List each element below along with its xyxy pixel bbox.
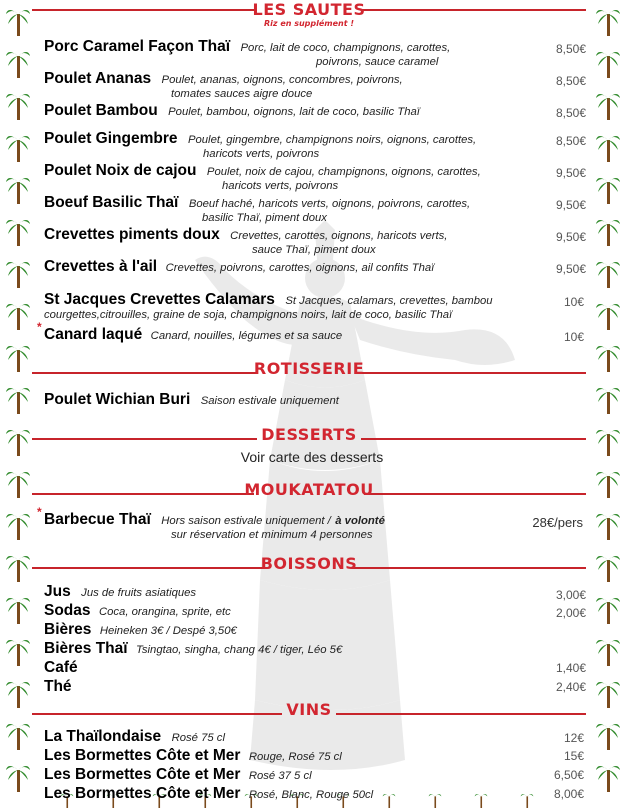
- palm-tree-icon: [6, 86, 30, 120]
- item-price: 10€: [563, 295, 584, 309]
- menu-item: [44, 621, 586, 639]
- item-desc-line2: sauce Thaï, piment doux: [252, 244, 376, 256]
- palm-tree-icon: [6, 590, 30, 624]
- section-moukatatou-header: [32, 480, 586, 504]
- palm-tree-icon: [6, 506, 30, 540]
- palm-tree-icon: [596, 716, 620, 750]
- section-boissons-header: [32, 554, 586, 578]
- palm-tree-icon: [6, 548, 30, 582]
- palm-tree-icon: [6, 170, 30, 204]
- menu-item: [44, 583, 586, 601]
- right-palm-border: [596, 0, 622, 808]
- item-price: 8,50€: [555, 106, 586, 120]
- item-name: Sodas: [44, 602, 91, 619]
- palm-tree-icon: [596, 170, 620, 204]
- item-desc: St Jacques, calamars, crevettes, bambou: [285, 295, 493, 307]
- item-name: Café: [44, 659, 78, 676]
- menu-item: [44, 130, 586, 160]
- item-desc-line2: tomates sauces aigre douce: [171, 88, 313, 100]
- palm-tree-icon: [6, 296, 30, 330]
- item-desc-line2: poivrons, sauce caramel: [316, 56, 439, 68]
- menu-item: [44, 659, 586, 677]
- menu-item: [44, 728, 586, 746]
- menu-item: [44, 162, 586, 192]
- item-desc: Tsingtao, singha, chang 4€ / tiger, Léo 5€: [136, 644, 343, 656]
- item-name: Bières: [44, 621, 92, 638]
- section-title: MOUKATATOU: [244, 480, 374, 499]
- section-title: VINS: [286, 700, 332, 719]
- item-price: 12€: [563, 731, 584, 745]
- item-price: 9,50€: [555, 262, 586, 276]
- item-name: Bières Thaï: [44, 640, 128, 657]
- desserts-note: Voir carte des desserts: [240, 449, 384, 465]
- menu-item: [44, 226, 586, 256]
- item-desc: Canard, nouilles, légumes et sa sauce: [150, 330, 343, 342]
- palm-tree-icon: [6, 2, 30, 36]
- menu-item: [44, 511, 586, 541]
- item-name: Poulet Noix de cajou: [44, 162, 197, 179]
- section-vins-header: [32, 700, 586, 724]
- item-desc: Poulet, bambou, oignons, lait de coco, basilic Thaï: [168, 106, 420, 118]
- item-name: Crevettes piments doux: [44, 226, 220, 243]
- item-desc: Poulet, gingembre, champignons noirs, oignons, carottes,: [187, 134, 477, 146]
- menu-item: [44, 678, 586, 696]
- palm-tree-icon: [6, 674, 30, 708]
- item-name: Canard laqué: [44, 326, 143, 343]
- item-desc: Rosé 37 5 cl: [248, 770, 312, 782]
- menu-item: [44, 326, 586, 344]
- section-title: LES SAUTES: [252, 0, 366, 19]
- item-name: Poulet Gingembre: [44, 130, 178, 147]
- item-price: 6,50€: [553, 768, 584, 782]
- palm-tree-icon: [596, 254, 620, 288]
- palm-tree-icon: [6, 338, 30, 372]
- item-price: 8,50€: [555, 74, 586, 88]
- palm-tree-icon: [6, 716, 30, 750]
- item-name: Crevettes à l'ail: [44, 258, 158, 275]
- palm-tree-icon: [596, 758, 620, 792]
- item-desc: Poulet, noix de cajou, champignons, oignons, carottes,: [206, 166, 481, 178]
- item-name: Poulet Bambou: [44, 102, 158, 119]
- item-desc: Porc, lait de coco, champignons, carottes,: [240, 42, 451, 54]
- item-price: 15€: [563, 749, 584, 763]
- item-price: 8,50€: [555, 42, 586, 56]
- item-desc: Hors saison estivale uniquement /: [161, 515, 331, 527]
- palm-tree-icon: [596, 464, 620, 498]
- palm-tree-icon: [6, 464, 30, 498]
- palm-tree-icon: [596, 296, 620, 330]
- menu-item: [44, 766, 586, 784]
- menu-item: [44, 38, 586, 68]
- item-desc-line2: haricots verts, poivrons: [222, 180, 339, 192]
- palm-tree-icon: [596, 338, 620, 372]
- palm-tree-icon: [6, 44, 30, 78]
- palm-tree-icon: [596, 506, 620, 540]
- menu-item: [44, 747, 586, 765]
- palm-tree-icon: [596, 674, 620, 708]
- palm-tree-icon: [596, 212, 620, 246]
- item-desc: Jus de fruits asiatiques: [81, 587, 197, 599]
- menu-item: [44, 640, 586, 658]
- palm-tree-icon: [596, 548, 620, 582]
- item-name: Thé: [44, 678, 72, 695]
- palm-tree-icon: [6, 254, 30, 288]
- item-name: La Thaïlondaise: [44, 728, 162, 745]
- item-desc-line2: haricots verts, poivrons: [203, 148, 320, 160]
- item-name: Poulet Wichian Buri: [44, 391, 191, 408]
- item-desc: Rosé 75 cl: [171, 732, 225, 744]
- palm-tree-icon: [596, 44, 620, 78]
- item-desc-line2: sur réservation et minimum 4 personnes: [171, 529, 373, 541]
- item-desc-line2: courgettes,citrouilles, graine de soja, champignons noirs, lait de coco, basilic Thaï: [44, 309, 453, 321]
- menu-item: [44, 785, 586, 803]
- palm-tree-icon: [596, 128, 620, 162]
- left-palm-border: [6, 0, 32, 808]
- palm-tree-icon: [596, 86, 620, 120]
- item-desc: Poulet, ananas, oignons, concombres, poivrons,: [161, 74, 403, 86]
- asterisk-mark: *: [37, 505, 42, 519]
- item-price: 9,50€: [555, 230, 586, 244]
- item-price: 9,50€: [555, 166, 586, 180]
- section-title: ROTISSERIE: [253, 359, 365, 378]
- item-desc: Saison estivale uniquement: [200, 395, 339, 407]
- item-name: Les Bormettes Côte et Mer: [44, 766, 241, 783]
- palm-tree-icon: [6, 758, 30, 792]
- item-price: 1,40€: [555, 661, 586, 675]
- item-price: 28€/pers: [532, 515, 583, 530]
- palm-tree-icon: [596, 632, 620, 666]
- item-name: Porc Caramel Façon Thaï: [44, 38, 231, 55]
- section-title: DESSERTS: [261, 425, 357, 444]
- item-desc: Rouge, Rosé 75 cl: [248, 751, 342, 763]
- item-price: 2,40€: [555, 680, 586, 694]
- item-price: 8,00€: [553, 787, 584, 801]
- item-name: Boeuf Basilic Thaï: [44, 194, 179, 211]
- item-name: Les Bormettes Côte et Mer: [44, 785, 241, 802]
- section-rotisserie-header: [32, 359, 586, 383]
- section-desserts-header: [32, 425, 586, 449]
- section-note: Riz en supplément !: [263, 19, 355, 28]
- palm-tree-icon: [6, 380, 30, 414]
- item-price: 3,00€: [555, 588, 586, 602]
- item-name: St Jacques Crevettes Calamars: [44, 291, 275, 308]
- item-desc: Rosé, Blanc, Rouge 50cl: [248, 789, 374, 801]
- item-desc: Heineken 3€ / Despé 3,50€: [99, 625, 237, 637]
- section-sautes-header: [32, 0, 586, 32]
- asterisk-mark: *: [37, 320, 42, 334]
- palm-tree-icon: [6, 212, 30, 246]
- item-desc: Crevettes, carottes, oignons, haricots verts,: [230, 230, 448, 242]
- palm-tree-icon: [596, 2, 620, 36]
- item-price: 9,50€: [555, 198, 586, 212]
- palm-tree-icon: [596, 380, 620, 414]
- item-desc: Coca, orangina, sprite, etc: [98, 606, 231, 618]
- item-desc: Crevettes, poivrons, carottes, oignons, ail confits Thaï: [165, 262, 435, 274]
- menu-item: [44, 291, 586, 321]
- palm-tree-icon: [6, 128, 30, 162]
- item-name: Jus: [44, 583, 71, 600]
- menu-item: [44, 391, 586, 409]
- item-price: 2,00€: [555, 606, 586, 620]
- menu-item: [44, 258, 586, 276]
- item-price: 8,50€: [555, 134, 586, 148]
- menu-item: [44, 70, 586, 100]
- item-desc-emphasis: à volonté: [335, 515, 385, 527]
- item-name: Poulet Ananas: [44, 70, 152, 87]
- palm-tree-icon: [596, 590, 620, 624]
- section-title: BOISSONS: [260, 554, 358, 573]
- item-price: 10€: [563, 330, 584, 344]
- menu-item: [44, 102, 586, 120]
- palm-tree-icon: [6, 632, 30, 666]
- menu-item: [44, 602, 586, 620]
- item-desc-line2: basilic Thaï, piment doux: [202, 212, 327, 224]
- item-name: Les Bormettes Côte et Mer: [44, 747, 241, 764]
- item-name: Barbecue Thaï: [44, 511, 151, 528]
- menu-item: [44, 194, 586, 224]
- item-desc: Boeuf haché, haricots verts, oignons, poivrons, carottes,: [188, 198, 471, 210]
